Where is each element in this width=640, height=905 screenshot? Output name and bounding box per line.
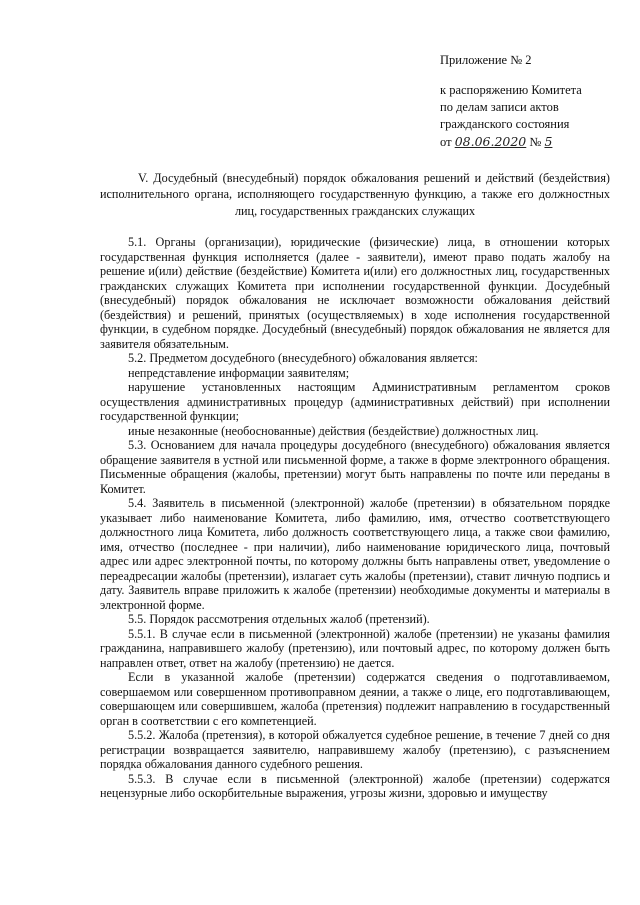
appendix-date-line xyxy=(440,133,582,151)
paragraph: 5.2. Предметом досудебного (внесудебного) обжалования является: xyxy=(128,351,478,365)
paragraph: 5.5.2. Жалоба (претензия), в которой обжалуется судебное решение, в течение 7 дней со дня регистрации возвращается заявителю, направившему жалобу (претензию), с разъяснением порядка обжалования данного судебного решения. xyxy=(100,728,610,771)
paragraph: 5.3. Основанием для начала процедуры досудебного (внесудебного) обжалования является обращение заявителя в устной или письменной форме, а также в форме электронного обращения. Письменные обращения (жалобы, претензии) могут быть направлены по почте или переданы в Комитет. xyxy=(100,438,610,496)
appendix-registry-line: гражданского состояния xyxy=(440,117,570,131)
appendix-block xyxy=(440,52,582,151)
handwritten-number: 5 xyxy=(544,134,553,149)
paragraph: непредставление информации заявителям; xyxy=(128,365,350,380)
handwritten-date: 08.06.2020 xyxy=(454,134,527,149)
appendix-committee-line: по делам записи актов xyxy=(440,100,559,114)
paragraph: 5.5.1. В случае если в письменной (электронной) жалобе (претензии) не указаны фамилия гражданина, направившего жалобу (претензию), или почтовый адрес, по которому должен быть направлен ответ, ответ на жалобу (претензию) не дается. xyxy=(100,626,610,670)
paragraph: Если в указанной жалобе (претензии) содержатся сведения о подготавливаемом, совершаемом или совершенном противоправном деянии, а также о лице, его подготавливающем, совершающем или совершившем, жалоба (претензия) подлежит направлению в государственный орган в соответствии с его компетенцией. xyxy=(100,670,610,728)
paragraph: иные незаконные (необоснованные) действия (бездействие) должностных лиц. xyxy=(128,423,539,438)
paragraph: 5.5. Порядок рассмотрения отдельных жалоб (претензий). xyxy=(128,612,430,626)
paragraph: 5.4. Заявитель в письменной (электронной) жалобе (претензии) в обязательном порядке указывает либо наименование Комитета, либо фамилию, имя, отчество соответствующего должностного лица Комитета, либо должность соответствующего лица, а также свои фамилию, имя, отчество (последнее - при наличии), либо наименование юридического лица, почтовый адрес или адрес электронной почты, по которому должны быть направлены ответ, уведомление о переадресации жалобы (претензии), излагает суть жалобы (претензии), ставит личную подпись и дату. Заявитель вправе приложить к жалобе (претензии) необходимые документы и материалы в электронной форме. xyxy=(100,496,610,612)
paragraph: 5.1. Органы (организации), юридические (физические) лица, в отношении которых государственная функция исполняется (далее - заявители), имеют право подать жалобу на решение и(или) действие (бездействие) Комитета и(или) его должностных лиц, государственных гражданских служащих Комитета при исполнении государственной функции. Досудебный (внесудебный) порядок обжалования не исключает возможности обжалования действий (бездействия) и решений, принятых (осуществляемых) в ходе исполнения государственной функции, в судебном порядке. Досудебный (внесудебный) порядок обжалования не является для заявителя обязательным. xyxy=(100,235,610,351)
number-prefix: № xyxy=(529,135,542,149)
paragraph: нарушение установленных настоящим Административным регламентом сроков осуществления административных процедур (административных действий) при исполнении государственной функции; xyxy=(100,380,610,423)
section-heading: V. Досудебный (внесудебный) порядок обжалования решений и действий (бездействия) исполнительного органа, исполняющего государственную функцию, а также его должностных лиц, государственных гражданских служащих xyxy=(100,171,610,218)
paragraph: 5.5.3. В случае если в письменной (электронной) жалобе (претензии) содержатся нецензурные либо оскорбительные выражения, угрозы жизни, здоровью и имуществу xyxy=(100,771,610,800)
date-prefix: от xyxy=(440,135,452,149)
appendix-title: Приложение № 2 xyxy=(440,53,532,67)
appendix-order-line: к распоряжению Комитета xyxy=(440,83,582,97)
document-body xyxy=(100,235,610,801)
